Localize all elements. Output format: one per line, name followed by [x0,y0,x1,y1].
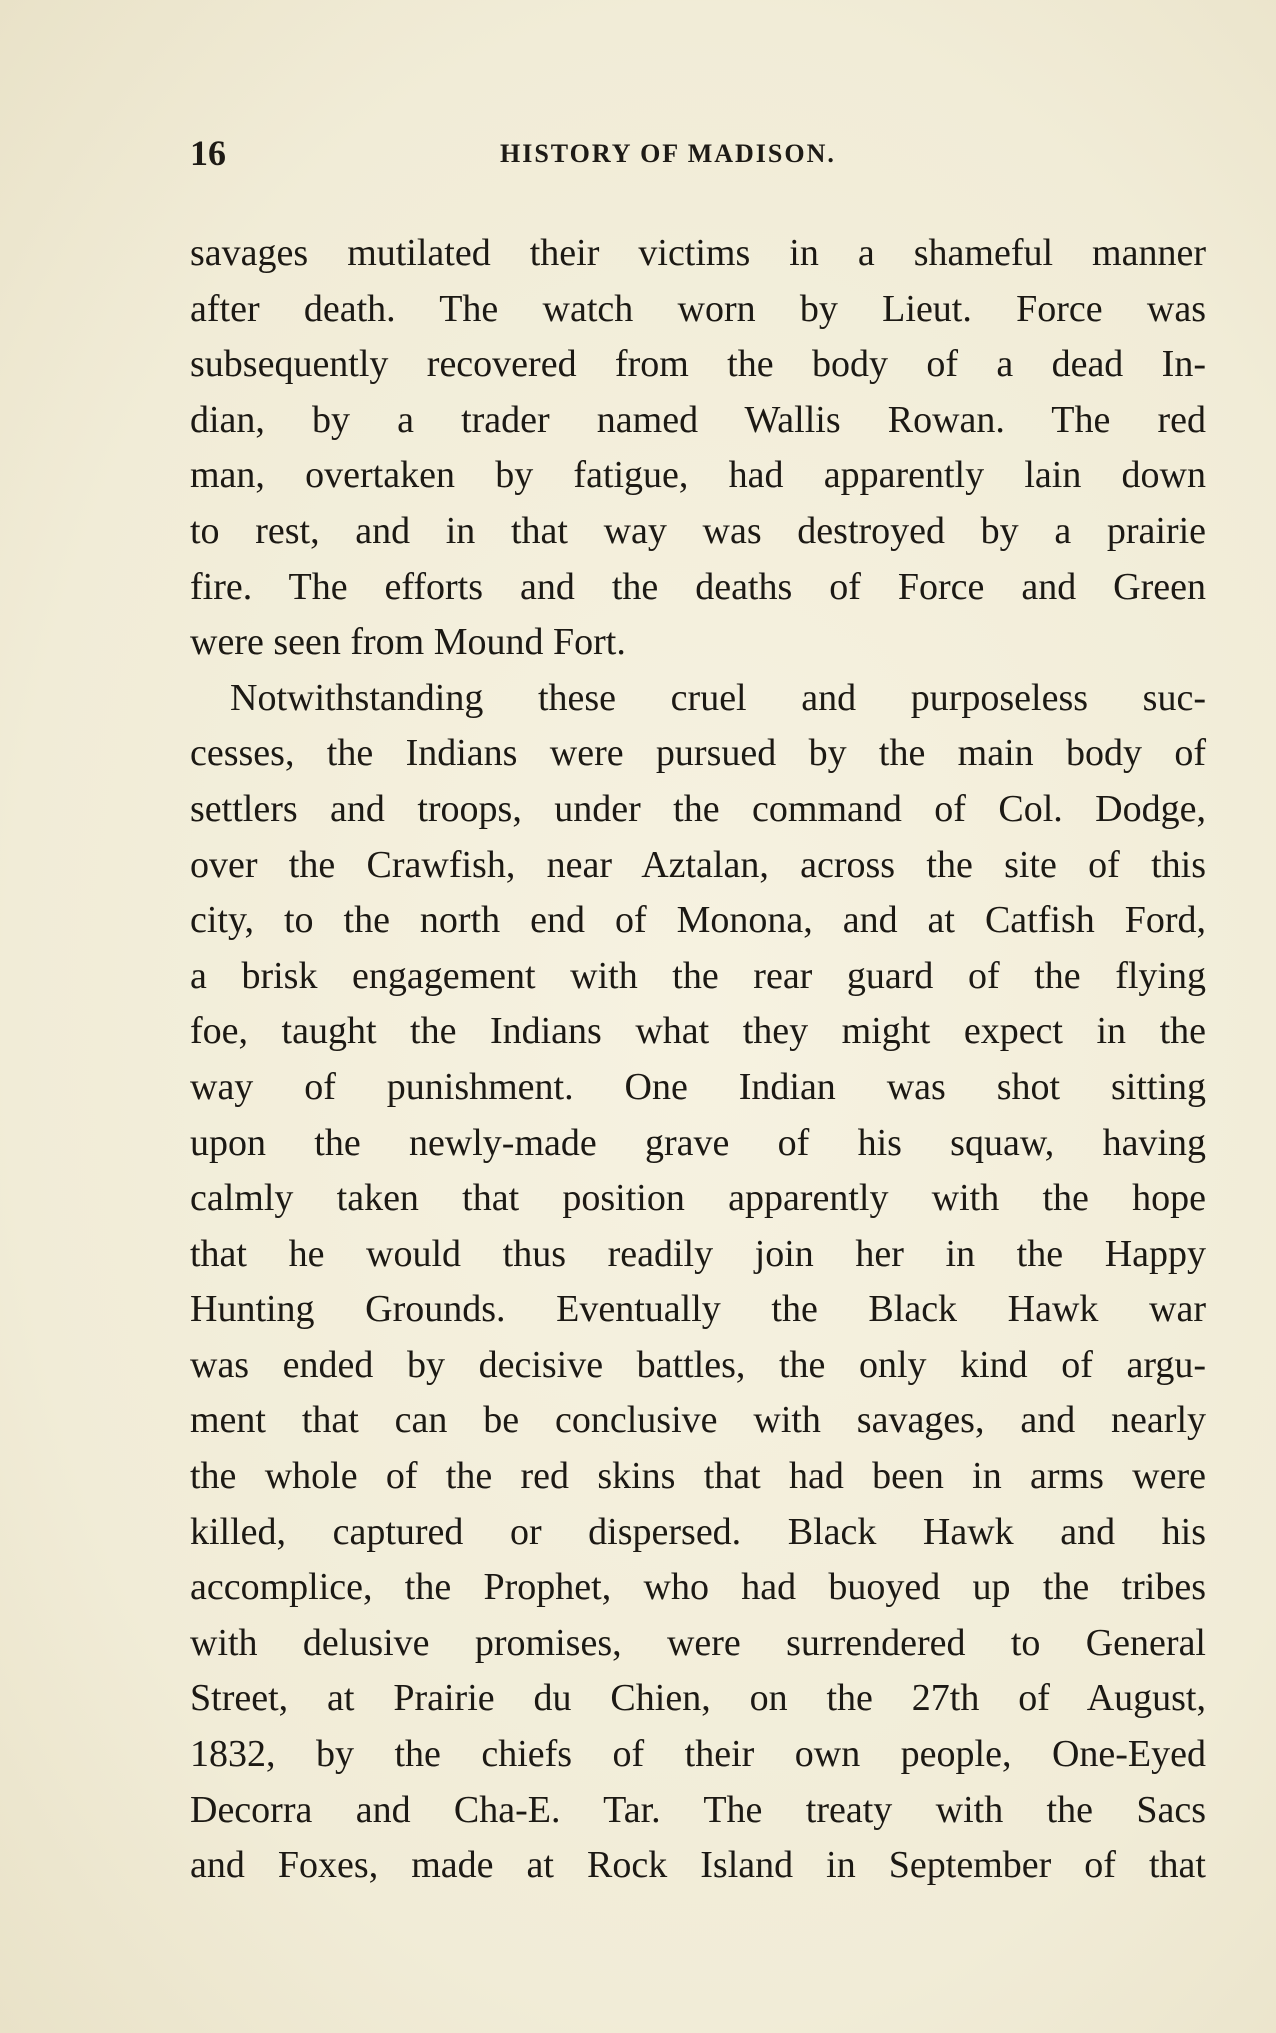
text-line: city, to the north end of Monona, and at Catfish Ford, [190,899,1206,942]
text-line: ment that can be conclusive with savages, and nearly [190,1399,1206,1442]
text-line: upon the newly-made grave of his squaw, having [190,1121,1206,1164]
text-line: accomplice, the Prophet, who had buoyed up the tribes [190,1566,1206,1609]
text-line: cesses, the Indians were pursued by the main body of [190,732,1206,775]
text-line: settlers and troops, under the command of Col. Dodge, [190,787,1206,830]
text-line: killed, captured or dispersed. Black Hawk and his [190,1510,1206,1553]
page-header [190,128,1210,188]
page-number: 16 [190,133,226,173]
text-line: subsequently recovered from the body of a dead In- [190,343,1206,386]
text-line: Notwithstanding these cruel and purposeless suc- [230,676,1206,719]
text-line: dian, by a trader named Wallis Rowan. The red [190,398,1206,441]
text-line: over the Crawfish, near Aztalan, across the site of this [190,843,1206,886]
text-line: fire. The efforts and the deaths of Force and Green [190,565,1206,608]
text-line: after death. The watch worn by Lieut. Force was [190,287,1206,330]
text-line: Street, at Prairie du Chien, on the 27th of August, [190,1677,1206,1720]
text-line: with delusive promises, were surrendered to General [190,1621,1206,1664]
body-text [190,226,1206,1894]
running-head: HISTORY OF MADISON. [500,139,836,168]
text-line: foe, taught the Indians what they might expect in the [190,1010,1206,1053]
text-line: calmly taken that position apparently with the hope [190,1177,1206,1220]
text-line: and Foxes, made at Rock Island in September of that [190,1844,1206,1887]
text-line: Decorra and Cha-E. Tar. The treaty with the Sacs [190,1788,1206,1831]
text-line: Hunting Grounds. Eventually the Black Hawk war [190,1288,1206,1331]
text-line: way of punishment. One Indian was shot sitting [190,1065,1206,1108]
text-line: were seen from Mound Fort. [190,621,626,664]
text-line: the whole of the red skins that had been in arms were [190,1455,1206,1498]
text-line: a brisk engagement with the rear guard of the flying [190,954,1206,997]
text-line: that he would thus readily join her in the Happy [190,1232,1206,1275]
text-line: savages mutilated their victims in a shameful manner [190,232,1206,274]
text-line: 1832, by the chiefs of their own people, One-Eyed [190,1733,1206,1776]
text-line: to rest, and in that way was destroyed by a prairie [190,509,1206,552]
text-line: man, overtaken by fatigue, had apparently lain down [190,454,1206,497]
text-line: was ended by decisive battles, the only kind of argu- [190,1343,1206,1386]
